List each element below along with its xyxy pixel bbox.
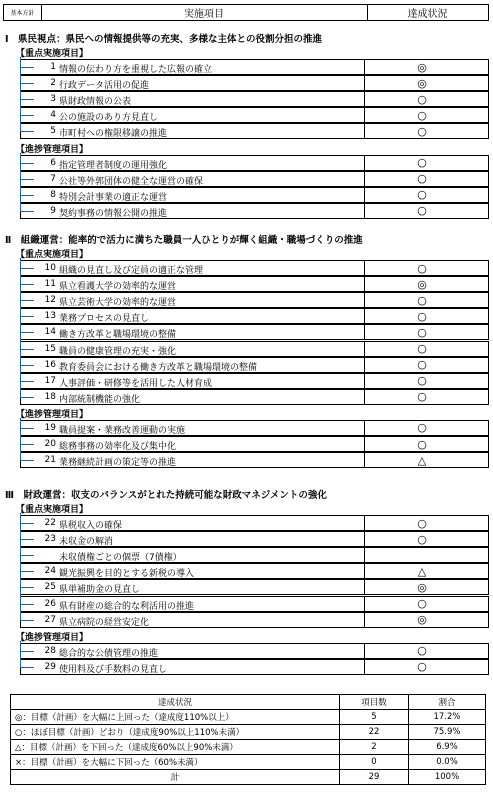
item-row xyxy=(20,643,489,659)
column-divider xyxy=(364,548,365,562)
legend-count: 2 xyxy=(340,740,409,755)
section-title: Ⅱ 組織運営：能率的で活力に満ちた職員一人ひとりが輝く組織・職場づくりの推進 xyxy=(5,235,363,246)
item-number: 4 xyxy=(50,110,56,121)
column-divider xyxy=(364,532,365,546)
status-mark: ○ xyxy=(417,261,427,275)
group-title: 【重点実施項目】 xyxy=(16,250,89,260)
column-divider xyxy=(364,172,365,186)
column-divider xyxy=(364,204,365,218)
legend-header-row xyxy=(11,695,486,710)
group-title: 【進捗管理項目】 xyxy=(16,632,89,643)
item-row xyxy=(20,596,489,612)
column-divider xyxy=(364,309,365,323)
column-divider xyxy=(364,92,365,106)
status-mark: ○ xyxy=(417,92,427,106)
item-label: 職員提案・業務改善運動の実施 xyxy=(59,425,186,436)
item-number: 8 xyxy=(50,189,56,200)
item-label: 教育委員会における働き方改革と職場環境の整備 xyxy=(59,362,258,373)
item-number: 11 xyxy=(44,279,56,290)
status-mark: ○ xyxy=(417,644,427,658)
legend-pct: 75.9% xyxy=(409,725,486,740)
status-mark: ○ xyxy=(417,437,427,451)
legend-header-count: 項目数 xyxy=(340,695,409,710)
legend-row xyxy=(11,725,486,740)
status-mark: △ xyxy=(417,564,427,578)
item-label: 未収金の解消 xyxy=(59,537,114,548)
item-row xyxy=(20,612,489,628)
section-title: Ⅰ 県民視点：県民への情報提供等の充実、多様な主体との役割分担の推進 xyxy=(5,34,323,45)
item-label: 県立芸術大学の効率的な運営 xyxy=(59,298,177,309)
item-row xyxy=(20,123,489,139)
column-divider xyxy=(364,564,365,578)
header-policy: 基本方針 xyxy=(4,5,42,20)
legend-count: 5 xyxy=(340,710,409,725)
column-divider xyxy=(364,358,365,372)
tree-connector xyxy=(20,641,21,667)
item-number: 13 xyxy=(44,311,56,322)
item-number: 2 xyxy=(50,78,56,89)
column-divider xyxy=(364,660,365,674)
status-mark: ○ xyxy=(417,342,427,355)
item-number: 20 xyxy=(44,439,56,449)
status-mark: ○ xyxy=(417,597,427,610)
item-label: 使用料及び手数料の見直し xyxy=(59,664,168,675)
item-row xyxy=(20,308,489,324)
item-row xyxy=(20,276,489,292)
status-mark: ◎ xyxy=(417,613,427,627)
legend-total-count: 29 xyxy=(340,770,409,785)
column-divider xyxy=(364,580,365,594)
item-number: 16 xyxy=(44,359,56,370)
group-title: 【進捗管理項目】 xyxy=(16,409,89,420)
item-number: 21 xyxy=(44,455,56,466)
column-divider xyxy=(364,390,365,404)
legend-total-label: 計 xyxy=(11,770,340,785)
item-row xyxy=(20,75,489,91)
item-row xyxy=(20,292,489,308)
item-label: 市町村への権限移譲の推進 xyxy=(59,129,168,140)
status-mark: ◎ xyxy=(417,277,427,291)
item-row xyxy=(20,171,489,187)
status-legend-table xyxy=(10,694,486,785)
item-row xyxy=(20,389,489,405)
item-row xyxy=(20,187,489,203)
item-row xyxy=(20,531,489,547)
item-row xyxy=(20,373,489,389)
item-row xyxy=(20,515,489,531)
item-number: 9 xyxy=(50,205,56,216)
item-label: 県財政情報の公表 xyxy=(59,97,132,108)
header-item: 実施項目 xyxy=(41,5,368,20)
header-status: 達成状況 xyxy=(407,9,448,20)
item-row xyxy=(20,107,489,123)
item-label: 県単補助金の見直し xyxy=(59,585,141,596)
item-number: 3 xyxy=(50,94,56,105)
item-row xyxy=(20,341,489,357)
item-label: 未収債権ごとの個票（7債権） xyxy=(59,553,182,564)
item-number: 27 xyxy=(44,614,56,625)
item-number: 18 xyxy=(44,391,56,402)
legend-total-row xyxy=(11,770,486,785)
legend-count: 22 xyxy=(340,725,409,740)
column-divider xyxy=(364,76,365,90)
item-number: 19 xyxy=(44,422,56,433)
status-mark: ○ xyxy=(417,108,427,122)
status-mark: ○ xyxy=(417,516,427,530)
item-row xyxy=(20,59,489,75)
column-divider xyxy=(364,261,365,275)
item-label: 指定管理者制度の運用強化 xyxy=(59,160,168,171)
item-number: 12 xyxy=(44,295,56,306)
status-mark: ○ xyxy=(417,156,427,169)
item-label: 総合的な公債管理の推進 xyxy=(59,648,159,659)
column-divider xyxy=(364,60,365,74)
column-divider xyxy=(364,108,365,122)
item-number: 29 xyxy=(44,661,56,672)
legend-row xyxy=(11,740,486,755)
item-label: 県税収入の確保 xyxy=(59,521,123,531)
item-label: 観光振興を目的とする新税の導入 xyxy=(59,569,195,580)
status-mark: ○ xyxy=(417,309,427,323)
column-divider xyxy=(364,516,365,530)
column-divider xyxy=(364,188,365,202)
status-mark: ○ xyxy=(417,532,427,546)
group-title: 【進捗管理項目】 xyxy=(16,144,89,155)
item-row xyxy=(20,547,489,563)
tree-connector xyxy=(20,258,21,397)
legend-row xyxy=(11,710,486,725)
status-mark: ○ xyxy=(417,124,427,138)
item-label: 働き方改革と職場環境の整備 xyxy=(59,330,177,341)
item-number: 6 xyxy=(50,157,56,168)
status-mark: △ xyxy=(417,453,427,467)
item-number: 15 xyxy=(44,343,56,354)
item-row xyxy=(20,452,489,468)
item-label: 総務事務の効率化及び集中化 xyxy=(59,442,177,452)
status-mark: ◎ xyxy=(417,580,427,594)
item-label: 県立看護大学の効率的な運営 xyxy=(59,282,177,293)
item-row xyxy=(20,91,489,107)
column-divider xyxy=(364,277,365,291)
legend-label: ◎：目標（計画）を大幅に上回った（達成度110%以上） xyxy=(11,710,340,725)
status-mark: ○ xyxy=(417,390,427,404)
legend-header-pct: 割合 xyxy=(409,695,486,710)
item-label: 特別会計事業の適正な運営 xyxy=(59,192,168,203)
tree-connector xyxy=(20,418,21,460)
item-label: 内部統制機能の強化 xyxy=(59,394,141,405)
column-divider xyxy=(364,453,365,467)
item-number: 14 xyxy=(44,327,56,338)
item-row xyxy=(20,436,489,452)
tree-connector xyxy=(20,153,21,211)
legend-header-status: 達成状況 xyxy=(11,695,340,710)
item-label: 行政データ活用の促進 xyxy=(59,81,150,92)
item-row xyxy=(20,155,489,171)
item-row xyxy=(20,579,489,595)
item-number: 7 xyxy=(50,173,56,184)
group-title: 【重点実施項目】 xyxy=(16,505,89,515)
item-label: 業務継続計画の策定等の推進 xyxy=(59,458,177,469)
legend-total-pct: 100% xyxy=(409,770,486,785)
item-label: 契約事務の情報公開の推進 xyxy=(59,208,168,219)
item-label: 業務プロセスの見直し xyxy=(59,314,150,325)
legend-count: 0 xyxy=(340,755,409,770)
column-divider xyxy=(364,293,365,307)
column-divider xyxy=(364,374,365,388)
group-title: 【重点実施項目】 xyxy=(16,49,89,59)
column-divider xyxy=(364,421,365,435)
column-divider xyxy=(364,644,365,658)
item-row xyxy=(20,357,489,373)
status-mark xyxy=(393,548,451,562)
item-number: 25 xyxy=(44,582,56,593)
legend-pct: 6.9% xyxy=(409,740,486,755)
item-label: 県有財産の総合的な利活用の推進 xyxy=(59,601,195,612)
item-number: 24 xyxy=(44,566,56,577)
item-number: 1 xyxy=(50,62,56,72)
item-label: 人事評価・研修等を活用した人材育成 xyxy=(59,378,213,389)
column-divider xyxy=(364,613,365,627)
item-number: 22 xyxy=(44,518,56,528)
item-label: 組織の見直し及び定員の適正な管理 xyxy=(59,266,204,276)
status-mark: ○ xyxy=(417,374,427,388)
status-mark: ○ xyxy=(417,293,427,307)
column-divider xyxy=(364,156,365,170)
status-mark: ○ xyxy=(417,204,427,218)
item-label: 情報の伝わり方を重視した広報の確立 xyxy=(59,65,213,75)
item-row xyxy=(20,563,489,579)
item-row xyxy=(20,659,489,675)
item-number: 5 xyxy=(50,126,56,137)
status-mark: ◎ xyxy=(417,76,427,90)
item-row xyxy=(20,203,489,219)
item-number: 28 xyxy=(44,645,56,656)
item-number: 23 xyxy=(44,534,56,545)
column-divider xyxy=(364,597,365,611)
status-mark: ○ xyxy=(417,172,427,186)
legend-pct: 17.2% xyxy=(409,710,486,725)
legend-label: ×：目標（計画）を大幅に下回った（60%未満） xyxy=(11,755,340,770)
legend-row xyxy=(11,755,486,770)
item-row xyxy=(20,260,489,276)
item-number: 10 xyxy=(44,263,56,273)
column-divider xyxy=(364,325,365,339)
item-number: 17 xyxy=(44,375,56,386)
column-divider xyxy=(364,124,365,138)
tree-connector xyxy=(20,513,21,620)
item-row xyxy=(20,324,489,340)
status-mark: ○ xyxy=(417,421,427,435)
legend-label: △：目標（計画）を下回った（達成度60%以上90%未満） xyxy=(11,740,340,755)
column-divider xyxy=(364,342,365,356)
section-title: Ⅲ 財政運営：収支のバランスがとれた持続可能な財政マネジメントの強化 xyxy=(5,490,327,501)
item-row xyxy=(20,420,489,436)
tree-connector xyxy=(20,57,21,131)
legend-label: ○：ほぼ目標（計画）どおり（達成度90%以上110%未満） xyxy=(11,725,340,740)
status-mark: ○ xyxy=(417,660,427,674)
item-label: 県立病院の経営安定化 xyxy=(59,617,150,628)
column-divider xyxy=(364,437,365,451)
item-label: 公社等外郭団体の健全な運営の確保 xyxy=(59,176,204,187)
item-label: 公の施設のあり方見直し xyxy=(59,113,159,124)
item-label: 職員の健康管理の充実・強化 xyxy=(59,346,177,357)
legend-pct: 0.0% xyxy=(409,755,486,770)
status-mark: ○ xyxy=(417,358,427,372)
status-mark: ◎ xyxy=(417,60,427,74)
status-mark: ○ xyxy=(417,325,427,339)
status-mark: ○ xyxy=(417,188,427,202)
item-number: 26 xyxy=(44,598,56,609)
